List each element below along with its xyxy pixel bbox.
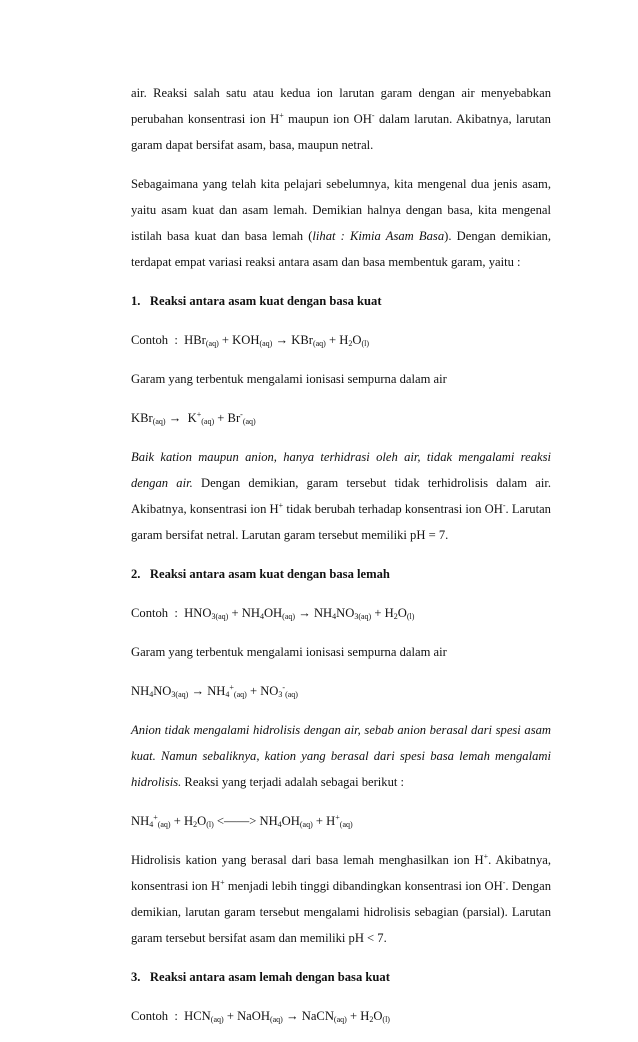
subscript: 2 — [193, 820, 198, 829]
text: Contoh : HNO — [131, 606, 212, 620]
section-1-example — [131, 327, 551, 353]
section-2-ionization-text: Garam yang terbentuk mengalami ionisasi sempurna dalam air — [131, 645, 447, 659]
text: Reaksi yang terjadi adalah sebagai berikut : — [181, 775, 405, 789]
subscript: 4 — [259, 612, 264, 621]
superscript: + — [279, 111, 284, 120]
subscript: (aq) — [339, 820, 353, 829]
text: → KBr — [272, 333, 313, 347]
section-1-ionization-text: Garam yang terbentuk mengalami ionisasi sempurna dalam air — [131, 372, 447, 386]
italic-reference: lihat : Kimia Asam Basa — [312, 229, 445, 243]
text: air. Reaksi salah satu atau kedua ion larutan garam dengan air menyebabkan perubahan konsentrasi ion H — [131, 86, 551, 126]
subscript: (aq) — [333, 1015, 347, 1024]
superscript: - — [502, 878, 506, 887]
subscript: 4 — [225, 690, 230, 699]
subscript: (l) — [406, 612, 415, 621]
text: O — [352, 333, 362, 347]
text: OH — [263, 606, 283, 620]
subscript: (aq) — [233, 690, 247, 699]
superscript: - — [282, 683, 286, 692]
subscript: 3(aq) — [171, 690, 189, 699]
text: . Akibatnya, konsentrasi ion H — [131, 853, 551, 893]
text: O — [197, 814, 207, 828]
superscript: - — [502, 501, 506, 510]
text: menjadi lebih tinggi dibandingkan konsentrasi ion OH — [224, 879, 503, 893]
section-2-explanation — [131, 717, 551, 795]
subscript: (aq) — [312, 339, 326, 348]
text: → NH — [188, 684, 226, 698]
text: + H — [346, 1009, 370, 1023]
text: O — [397, 606, 407, 620]
subscript: (l) — [206, 820, 214, 829]
subscript: 4 — [277, 820, 282, 829]
superscript: + — [335, 813, 340, 822]
text: → K — [165, 411, 197, 425]
section-2-ionization-equation — [131, 678, 551, 704]
text: tidak berubah terhadap konsentrasi ion OH — [283, 502, 503, 516]
section-3-example — [131, 1003, 551, 1029]
text: maupun ion OH — [283, 112, 372, 126]
section-2-hydrolysis-equation — [131, 808, 551, 834]
text: + H — [170, 814, 194, 828]
subscript: (l) — [361, 339, 369, 348]
section-1-heading: 1. Reaksi antara asam kuat dengan basa kuat — [131, 294, 382, 308]
subscript: 3(aq) — [211, 612, 229, 621]
text: <——> NH — [213, 814, 278, 828]
text: ). Dengan demikian, terdapat empat variasi reaksi antara asam dan basa membentuk garam, yaitu : — [131, 229, 551, 269]
subscript: (aq) — [157, 820, 171, 829]
text: → NaCN — [282, 1009, 334, 1023]
subscript: 4 — [332, 612, 337, 621]
section-2-heading: 2. Reaksi antara asam kuat dengan basa lemah — [131, 567, 390, 581]
text: + KOH — [218, 333, 260, 347]
text: OH — [281, 814, 300, 828]
subscript: 2 — [369, 1015, 374, 1024]
subscript: (aq) — [299, 820, 313, 829]
text: . Larutan garam bersifat netral. Larutan garam tersebut memiliki pH = 7. — [131, 502, 551, 542]
superscript: - — [240, 410, 243, 419]
text: → NH — [295, 606, 333, 620]
text: dalam larutan. Akibatnya, larutan garam dapat bersifat asam, basa, maupun netral. — [131, 112, 551, 152]
text: Dengan demikian, garam tersebut tidak terhidrolisis dalam air. Akibatnya, konsentrasi ion H — [131, 476, 551, 516]
text: KBr — [131, 411, 153, 425]
text: + NO — [246, 684, 279, 698]
superscript: + — [153, 813, 158, 822]
text: NH — [131, 814, 150, 828]
subscript: (aq) — [242, 417, 256, 426]
subscript: (aq) — [201, 417, 215, 426]
text: + H — [371, 606, 394, 620]
section-1-ionization-equation — [131, 405, 551, 431]
italic-text: Baik kation maupun anion, hanya terhidrasi oleh air, tidak mengalami reaksi dengan air. — [131, 450, 551, 490]
section-1-explanation — [131, 444, 551, 548]
subscript: 3 — [278, 690, 283, 699]
subscript: (aq) — [152, 417, 166, 426]
text: + NH — [228, 606, 260, 620]
superscript: + — [278, 501, 284, 510]
subscript: 2 — [348, 339, 353, 348]
subscript: (aq) — [205, 339, 219, 348]
intro-paragraph — [131, 80, 551, 158]
subscript: (aq) — [282, 612, 296, 621]
subscript: (l) — [382, 1015, 390, 1024]
italic-text: Anion tidak mengalami hidrolisis dengan air, sebab anion berasal dari spesi asam kuat. Namun sebaliknya, kation yang berasal dari spesi basa lemah mengalami hidrolisis. — [131, 723, 551, 789]
text: Hidrolisis kation yang berasal dari basa lemah menghasilkan ion H — [131, 853, 484, 867]
superscript: + — [229, 683, 234, 692]
subscript: (aq) — [269, 1015, 283, 1024]
text: + NaOH — [223, 1009, 270, 1023]
text: Contoh : HBr — [131, 333, 206, 347]
text: . Dengan demikian, larutan garam tersebut mengalami hidrolisis sebagian (parsial). Larutan garam tersebut bersifat asam dan memiliki pH < 7. — [131, 879, 551, 945]
text: O — [373, 1009, 383, 1023]
variations-paragraph — [131, 171, 551, 275]
subscript: (aq) — [259, 339, 273, 348]
section-2-conclusion — [131, 847, 551, 951]
superscript: + — [220, 878, 225, 887]
text: + H — [325, 333, 349, 347]
subscript: 4 — [149, 820, 154, 829]
section-2-example — [131, 600, 551, 626]
text: NH — [131, 684, 150, 698]
superscript: + — [483, 852, 489, 861]
subscript: (aq) — [210, 1015, 224, 1024]
text: + H — [312, 814, 336, 828]
text: Sebagaimana yang telah kita pelajari sebelumnya, kita mengenal dua jenis asam, yaitu asam kuat dan asam lemah. Demikian halnya dengan basa, kita mengenal istilah basa kuat dan basa lemah ( — [131, 177, 551, 243]
text: + Br — [214, 411, 241, 425]
document-body — [131, 80, 551, 1042]
subscript: 2 — [393, 612, 398, 621]
subscript: (aq) — [285, 690, 298, 699]
text: NO — [153, 684, 172, 698]
text: Contoh : HCN — [131, 1009, 211, 1023]
superscript: - — [371, 111, 375, 120]
subscript: 4 — [149, 690, 154, 699]
superscript: + — [196, 410, 202, 419]
subscript: 3(aq) — [354, 612, 372, 621]
text: NO — [336, 606, 355, 620]
section-3-heading: 3. Reaksi antara asam lemah dengan basa kuat — [131, 970, 390, 984]
